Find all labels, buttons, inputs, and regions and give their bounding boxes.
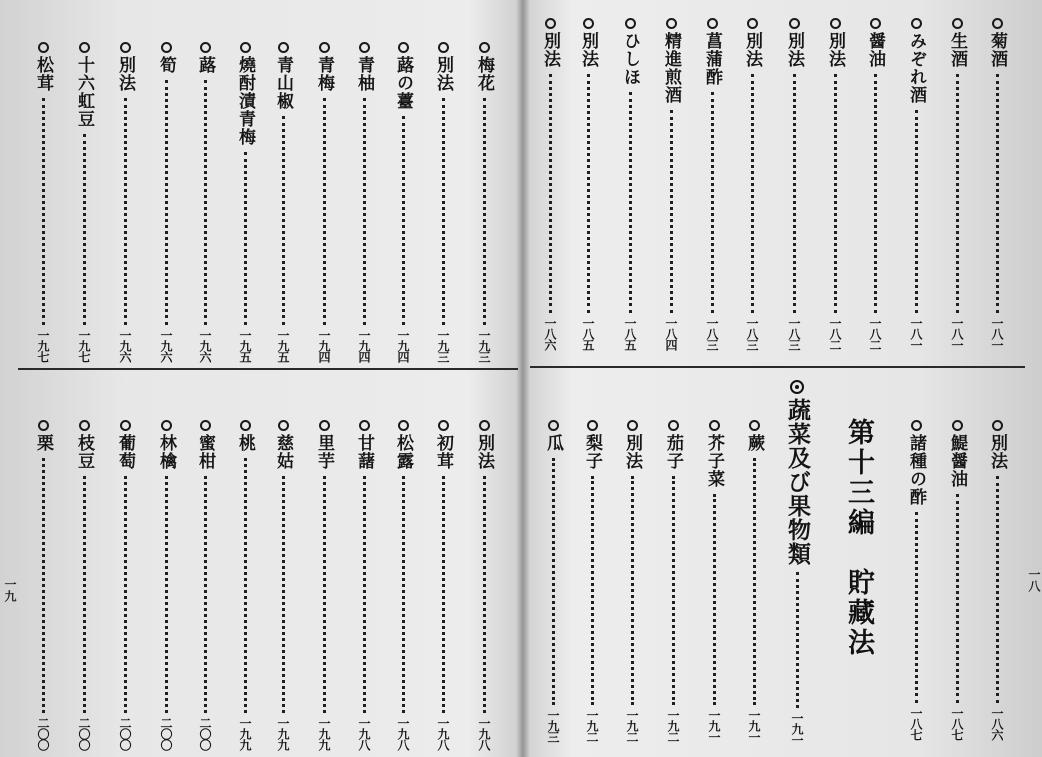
toc-entry[interactable] [233,420,257,750]
entry-page: 一八六 [543,317,557,350]
dot-leader [591,476,594,705]
toc-entry[interactable] [391,42,415,362]
entry-title: 初茸 [433,434,453,470]
entry-title: 梨子 [582,434,602,470]
toc-entry[interactable] [742,420,766,742]
entry-marker-icon [625,18,636,29]
entry-page: 一八五 [623,317,637,350]
entry-marker-icon [79,420,90,431]
dot-leader [483,476,486,713]
entry-marker-icon [79,42,90,53]
dot-leader [587,74,590,313]
entry-marker-icon [548,420,559,431]
dot-leader [631,476,634,705]
toc-entry[interactable] [740,18,764,350]
toc-entry[interactable] [661,420,685,742]
dot-leader [165,80,168,325]
entry-page: 二〇〇 [159,717,173,750]
toc-entry[interactable] [391,420,415,750]
toc-entry[interactable] [31,42,55,362]
toc-entry[interactable] [904,420,928,740]
entry-marker-icon [583,18,594,29]
entry-marker-icon [747,18,758,29]
dot-leader [915,512,918,703]
entry-marker-icon [200,420,211,431]
entry-marker-icon [438,420,449,431]
entry-page: 二〇〇 [36,717,50,750]
entry-title: 栗 [33,434,53,452]
entry-title: 慈姑 [273,434,293,470]
dot-leader [42,458,45,713]
toc-entry[interactable] [702,420,726,742]
entry-page: 一九八 [436,717,450,750]
dot-leader [124,98,127,325]
toc-entry[interactable] [576,18,600,350]
entry-page: 一九四 [357,329,371,362]
entry-marker-icon [319,42,330,53]
dot-leader [672,476,675,705]
entry-page: 一九六 [118,329,132,362]
entry-marker-icon [545,18,556,29]
entry-page: 一九八 [477,717,491,750]
entry-page: 一九七 [36,329,50,362]
dot-leader [402,116,405,325]
section-heading-entry[interactable] [780,380,814,745]
toc-entry[interactable] [945,420,969,740]
entry-page: 一八一 [990,317,1004,350]
entry-marker-icon [992,18,1003,29]
entry-marker-icon [911,420,922,431]
entry-title: 別法 [115,56,135,92]
toc-entry[interactable] [271,420,295,750]
entry-title: 青梅 [314,56,334,92]
entry-page: 一九三 [436,329,450,362]
entry-marker-icon [359,420,370,431]
entry-title: 梅花 [474,56,494,92]
dot-leader [42,98,45,325]
dot-leader [711,92,714,313]
entry-marker-icon [952,420,963,431]
entry-title: 諸種の酢 [906,434,926,506]
entry-marker-icon [789,18,800,29]
toc-entry[interactable] [154,42,178,362]
toc-entry[interactable] [538,18,562,350]
entry-marker-icon [38,420,49,431]
dot-leader [956,494,959,703]
entry-marker-icon [278,42,289,53]
entry-title: 別法 [622,434,642,470]
dot-leader [83,476,86,713]
section-heading: 蔬菜及び果物類 [784,398,811,566]
entry-marker-icon [120,42,131,53]
entry-marker-icon [587,420,598,431]
entry-page: 一八五 [581,317,595,350]
entry-page: 一九九 [276,717,290,750]
dot-leader [83,134,86,325]
entry-page: 二〇〇 [198,717,212,750]
toc-entry[interactable] [431,420,455,750]
toc-entry[interactable] [113,42,137,362]
entry-marker-icon [627,420,638,431]
toc-entry[interactable] [72,420,96,750]
entry-title: 別法 [784,32,804,68]
dot-leader [834,74,837,313]
entry-title: 鯷醤油 [947,434,967,488]
entry-marker-icon [38,42,49,53]
toc-entry[interactable] [352,42,376,362]
entry-marker-icon [278,420,289,431]
entry-title: 蜜柑 [195,434,215,470]
entry-title: 枝豆 [74,434,94,470]
entry-title: 筍 [156,56,176,74]
entry-title: 別法 [825,32,845,68]
dot-leader [282,116,285,325]
entry-marker-icon [952,18,963,29]
entry-page: 一八二 [868,317,882,350]
toc-entry[interactable] [618,18,642,350]
entry-title: 蕨 [744,434,764,452]
entry-marker-icon [240,42,251,53]
entry-title: ひしほ [620,32,640,86]
entry-page: 一九五 [276,329,290,362]
toc-entry[interactable] [113,420,137,750]
entry-title: 別法 [578,32,598,68]
entry-marker-icon [200,42,211,53]
entry-page: 一八一 [909,317,923,350]
entry-page: 一八六 [990,707,1004,740]
right-folio: 一八 [1027,568,1041,592]
entry-title: 別法 [433,56,453,92]
entry-title: 松露 [393,434,413,470]
toc-entry[interactable] [782,18,806,350]
dot-leader [996,74,999,313]
toc-entry[interactable] [823,18,847,350]
entry-title: 別法 [474,434,494,470]
entry-marker-icon [870,18,881,29]
entry-page: 一八二 [828,317,842,350]
entry-title: 茄子 [663,434,683,470]
entry-page: 二〇〇 [77,717,91,750]
entry-title: 瓜 [543,434,563,452]
toc-entry[interactable] [620,420,644,742]
toc-entry[interactable] [31,420,55,750]
toc-entry[interactable] [352,420,376,750]
dot-leader [483,98,486,325]
entry-title: 芥子菜 [704,434,724,488]
entry-marker-icon [398,420,409,431]
entry-page: 一八三 [787,317,801,350]
entry-marker-icon [319,420,330,431]
toc-entry[interactable] [904,18,928,350]
toc-entry[interactable] [700,18,724,350]
entry-page: 一九三 [546,709,560,742]
entry-title: 生酒 [947,32,967,68]
dot-leader [629,92,632,313]
entry-page: 一九四 [396,329,410,362]
dot-leader [796,572,799,708]
entry-marker-icon [161,420,172,431]
toc-entry[interactable] [472,420,496,750]
dot-leader [363,476,366,713]
entry-title: 蕗 [195,56,215,74]
dot-leader [874,74,877,313]
toc-entry[interactable] [431,42,455,362]
dot-leader [204,476,207,713]
entry-title: 十六虹豆 [74,56,94,128]
entry-marker-icon [666,18,677,29]
left-folio: 一九 [3,578,17,602]
entry-marker-icon [479,42,490,53]
toc-entry[interactable] [580,420,604,742]
entry-title: 蕗の薹 [393,56,413,110]
entry-marker-icon [911,18,922,29]
dot-leader [751,74,754,313]
entry-marker-icon [668,420,679,431]
entry-page: 二〇〇 [118,717,132,750]
dot-leader [713,494,716,705]
entry-page: 一九四 [317,329,331,362]
toc-entry[interactable] [659,18,683,350]
entry-title: 燒酎漬青梅 [235,56,255,146]
entry-page: 一九二 [625,709,639,742]
dot-leader [956,74,959,313]
entry-page: 一九二 [585,709,599,742]
toc-entry[interactable] [193,420,217,750]
entry-title: 葡萄 [115,434,135,470]
dot-leader [442,98,445,325]
entry-marker-icon [120,420,131,431]
entry-title: 菊酒 [987,32,1007,68]
entry-title: 松茸 [33,56,53,92]
entry-title: 別法 [987,434,1007,470]
toc-entry[interactable] [985,18,1009,350]
entry-page: 一九一 [707,709,721,742]
entry-page: 一九五 [238,329,252,362]
left-divider-rule [18,368,518,370]
entry-title: 精進煎酒 [661,32,681,104]
dot-leader [204,80,207,325]
dot-leader [323,476,326,713]
dot-leader [996,476,999,703]
right-divider-rule [530,366,1025,368]
entry-marker-icon [438,42,449,53]
dot-leader [323,98,326,325]
entry-page: 一八七 [909,707,923,740]
toc-entry[interactable] [233,42,257,362]
entry-title: 甘藷 [354,434,374,470]
dot-leader [244,458,247,713]
section-bullet-icon [790,380,804,394]
dot-leader [165,476,168,713]
entry-marker-icon [240,420,251,431]
entry-page: 一九一 [747,709,761,742]
toc-entry[interactable] [541,420,565,742]
toc-entry[interactable] [72,42,96,362]
entry-title: みぞれ酒 [906,32,926,104]
dot-leader [244,152,247,325]
entry-marker-icon [359,42,370,53]
dot-leader [282,476,285,713]
toc-entry[interactable] [985,420,1009,740]
chapter-heading: 第十三編 貯藏法 [843,418,874,658]
entry-page: 一九八 [396,717,410,750]
entry-page: 一九七 [77,329,91,362]
entry-page: 一九二 [666,709,680,742]
toc-entry[interactable] [472,42,496,362]
dot-leader [442,476,445,713]
entry-page: 一九九 [317,717,331,750]
entry-title: 青柚 [354,56,374,92]
dot-leader [549,74,552,313]
entry-title: 醤油 [865,32,885,68]
entry-marker-icon [749,420,760,431]
entry-marker-icon [707,18,718,29]
toc-entry[interactable] [271,42,295,362]
entry-page: 一八一 [950,317,964,350]
toc-entry[interactable] [945,18,969,350]
entry-title: 林檎 [156,434,176,470]
toc-entry[interactable] [154,420,178,750]
entry-title: 青山椒 [273,56,293,110]
dot-leader [552,458,555,705]
entry-title: 桃 [235,434,255,452]
toc-entry[interactable] [312,42,336,362]
entry-marker-icon [830,18,841,29]
entry-marker-icon [709,420,720,431]
entry-marker-icon [398,42,409,53]
entry-page: 一八七 [950,707,964,740]
entry-page: 一九六 [159,329,173,362]
dot-leader [363,98,366,325]
entry-title: 菖蒲酢 [702,32,722,86]
dot-leader [124,476,127,713]
dot-leader [670,110,673,313]
dot-leader [915,110,918,313]
entry-page: 一九八 [357,717,371,750]
toc-entry[interactable] [863,18,887,350]
book-gutter [516,0,530,757]
toc-entry[interactable] [193,42,217,362]
entry-page: 一八三 [745,317,759,350]
entry-marker-icon [992,420,1003,431]
entry-page: 一九九 [238,717,252,750]
toc-entry[interactable] [312,420,336,750]
entry-page: 一八三 [705,317,719,350]
dot-leader [793,74,796,313]
entry-page: 一八四 [664,317,678,350]
entry-page: 一九六 [198,329,212,362]
entry-page: 一九三 [477,329,491,362]
dot-leader [402,476,405,713]
dot-leader [753,458,756,705]
entry-title: 別法 [742,32,762,68]
entry-title: 里芋 [314,434,334,470]
entry-marker-icon [479,420,490,431]
entry-marker-icon [161,42,172,53]
section-page: 一九一 [790,712,804,745]
entry-title: 別法 [540,32,560,68]
